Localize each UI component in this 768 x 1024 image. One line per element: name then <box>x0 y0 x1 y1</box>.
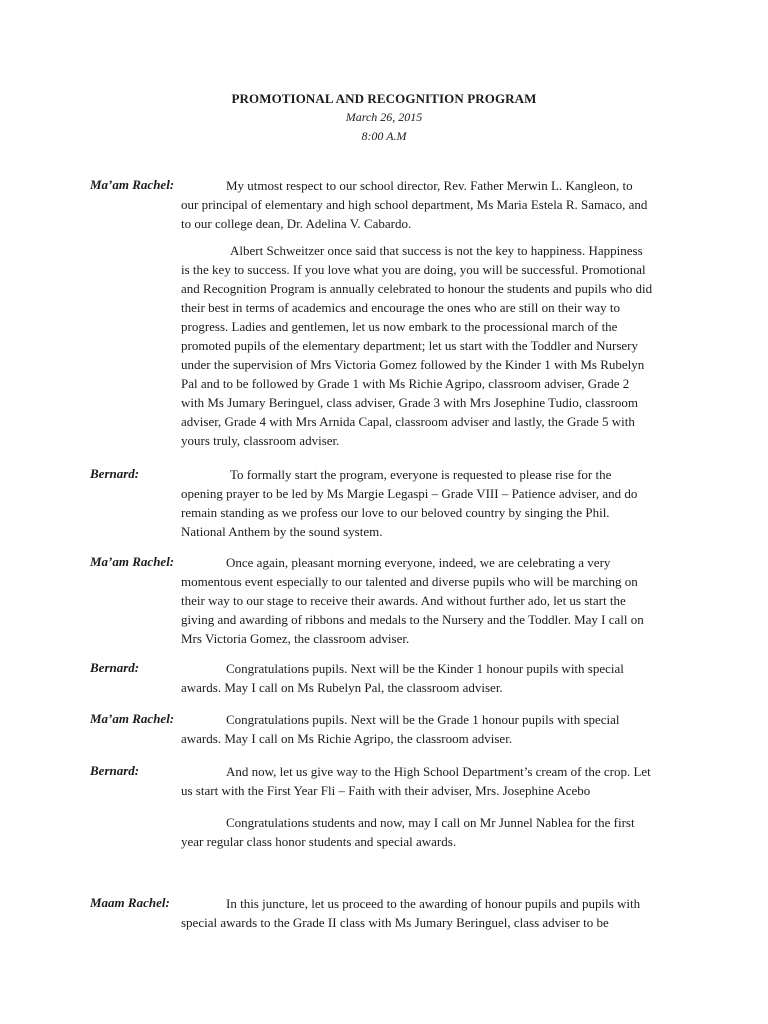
script-entry <box>181 176 653 450</box>
script-paragraph: Congratulations pupils. Next will be the Kinder 1 honour pupils with special awards. May I call on Ms Rubelyn Pal, the classroom adviser. <box>181 661 624 695</box>
script-paragraph: My utmost respect to our school director, Rev. Father Merwin L. Kangleon, to our principal of elementary and high school department, Ms Maria Estela R. Samaco, and to our college dean, Dr. Adelina V. Cabardo. <box>181 178 648 231</box>
speaker-label: Bernard: <box>90 763 140 778</box>
speaker-label: Ma’am Rachel: <box>90 554 175 569</box>
script-entry <box>181 710 653 748</box>
script-entry <box>181 553 653 648</box>
script-paragraph: In this juncture, let us proceed to the awarding of honour pupils and pupils with special awards to the Grade II class with Ms Jumary Beringuel, class adviser to be <box>181 896 641 930</box>
script-entry <box>181 894 653 932</box>
speaker-label: Ma’am Rachel: <box>90 711 175 726</box>
script-entry <box>181 659 653 697</box>
speaker-label: Bernard: <box>90 466 140 481</box>
script-paragraph: Albert Schweitzer once said that success is not the key to happiness. Happiness is the key to success. If you love what you are doing, you will be successful. Promotional and Recognition Program is annually celebrated to honour the students and pupils who did their best in terms of academics and encourage the ones who are still on their way to progress. Ladies and gentlemen, let us now embark to the processional march of the promoted pupils of the elementary department; let us start with the Toddler and Nursery under the supervision of Mrs Victoria Gomez followed by the Kinder 1 with Ms Rubelyn Pal and to be followed by Grade 1 with Ms Richie Agripo, classroom adviser, Grade 2 with Ms Jumary Beringuel, class adviser, Grade 3 with Mrs Josephine Tudio, classroom adviser, Grade 4 with Mrs Arnida Capal, classroom adviser and lastly, the Grade 5 with yours truly, classroom adviser. <box>181 243 653 448</box>
script-entry <box>181 762 653 851</box>
speaker-label: Ma’am Rachel: <box>90 177 175 192</box>
program-time: 8:00 A.M <box>361 129 407 143</box>
speaker-label: Bernard: <box>90 660 140 675</box>
script-entry <box>181 465 653 541</box>
script-paragraph: Once again, pleasant morning everyone, indeed, we are celebrating a very momentous event especially to our talented and diverse pupils who will be marching on their way to our stage to receive their awards. And without further ado, let us start the giving and awarding of ribbons and medals to the Nursery and the Toddler. May I call on Mrs Victoria Gomez, the classroom adviser. <box>181 555 644 646</box>
program-title: PROMOTIONAL AND RECOGNITION PROGRAM <box>231 91 537 106</box>
script-paragraph: Congratulations pupils. Next will be the Grade 1 honour pupils with special awards. May I call on Ms Richie Agripo, the classroom adviser. <box>181 712 620 746</box>
program-date: March 26, 2015 <box>345 110 423 124</box>
script-paragraph: To formally start the program, everyone is requested to please rise for the opening prayer to be led by Ms Margie Legaspi – Grade VIII – Patience adviser, and do remain standing as we profess our love to our beloved country by singing the Phil. National Anthem by the sound system. <box>181 467 638 539</box>
script-paragraph: Congratulations students and now, may I call on Mr Junnel Nablea for the first year regular class honor students and special awards. <box>181 815 635 849</box>
script-paragraph: And now, let us give way to the High School Department’s cream of the crop. Let us start with the First Year Fli – Faith with their adviser, Mrs. Josephine Acebo <box>181 764 651 798</box>
speaker-label: Maam Rachel: <box>90 895 170 910</box>
